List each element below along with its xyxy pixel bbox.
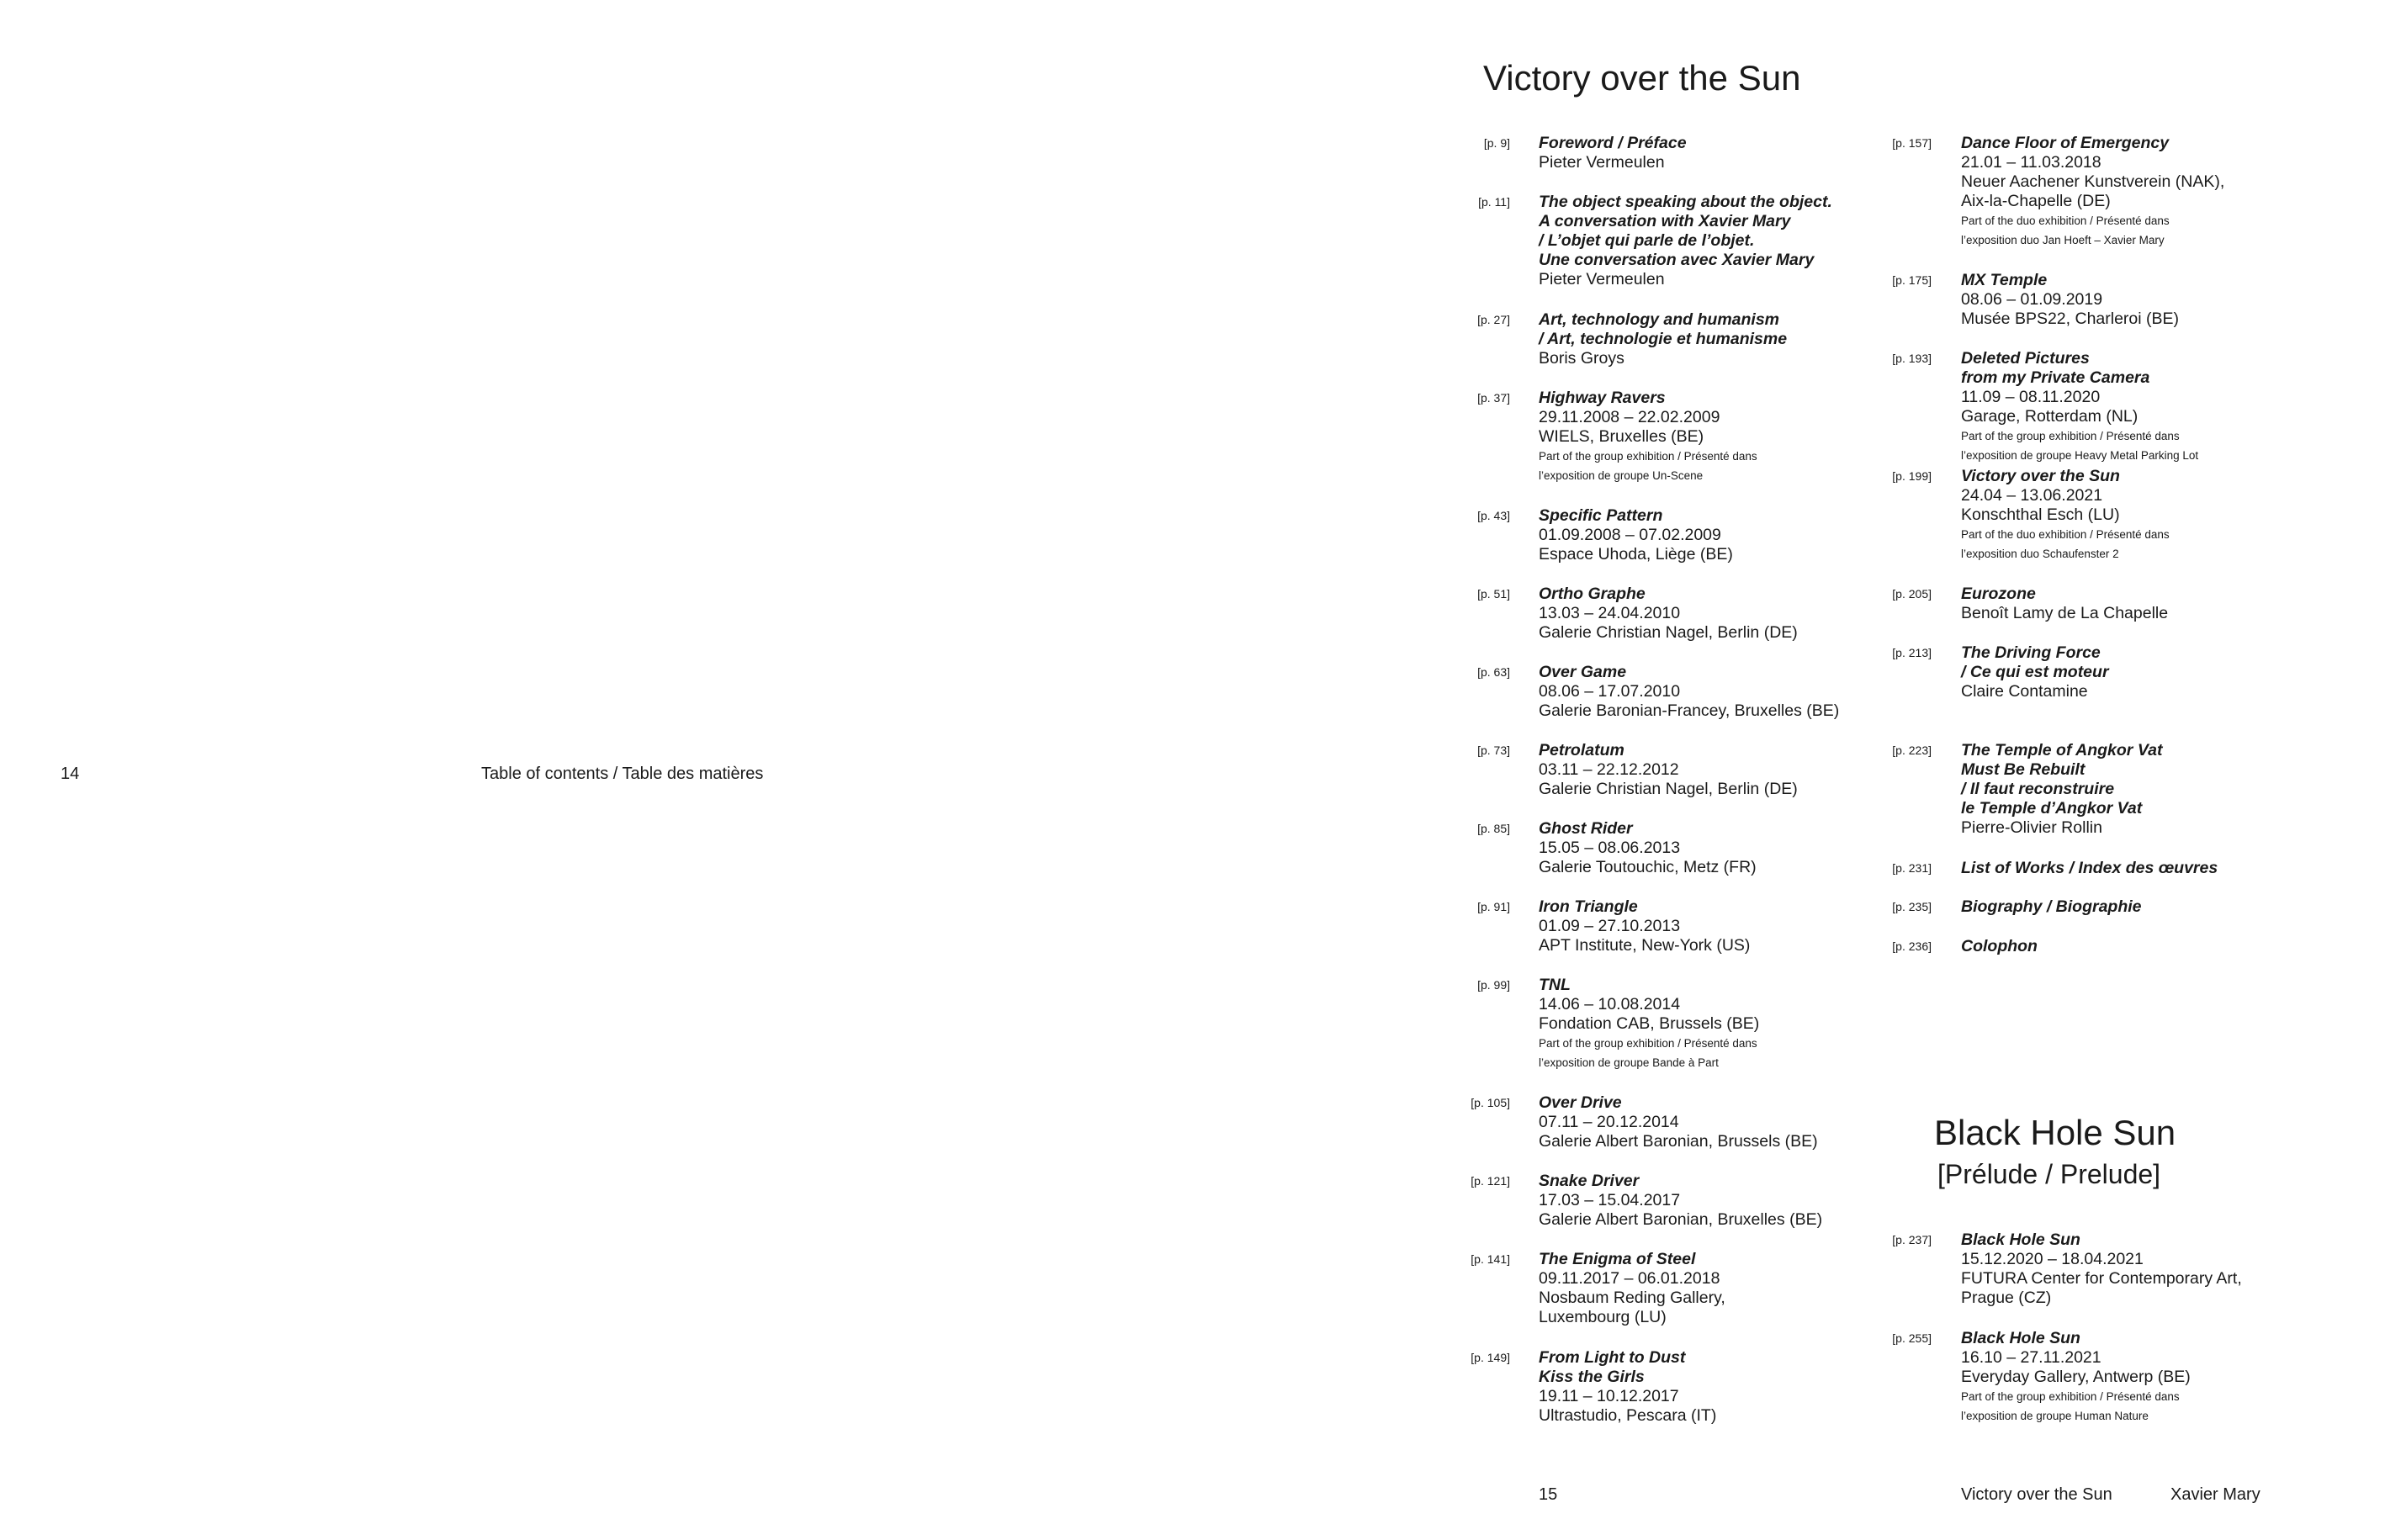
toc-page-ref: [p. 175] (1892, 273, 1932, 287)
toc-entry-title: Highway Ravers (1539, 389, 1666, 407)
toc-entry-title: From Light to Dust (1539, 1348, 1686, 1367)
toc-entry-title: Deleted Pictures (1961, 349, 2090, 368)
toc-entry-detail: 09.11.2017 – 06.01.2018 (1539, 1269, 1720, 1288)
toc-entry-note: Part of the group exhibition / Présenté dans (1961, 1390, 2180, 1403)
toc-entry-note: Part of the group exhibition / Présenté dans (1539, 1037, 1757, 1050)
toc-entry-detail: Claire Contamine (1961, 682, 2088, 701)
toc-entry-detail: 13.03 – 24.04.2010 (1539, 604, 1681, 622)
toc-entry-detail: 08.06 – 17.07.2010 (1539, 682, 1681, 701)
toc-entry-title: Eurozone (1961, 585, 2036, 603)
toc-entry-title: Victory over the Sun (1961, 467, 2120, 485)
section2-subheading: [Prélude / Prelude] (1937, 1159, 2161, 1189)
toc-entry-detail: 15.05 – 08.06.2013 (1539, 839, 1681, 857)
toc-entry-detail: 08.06 – 01.09.2019 (1961, 290, 2103, 309)
toc-entry-detail: Galerie Baronian-Francey, Bruxelles (BE) (1539, 701, 1840, 720)
toc-entry-detail: 07.11 – 20.12.2014 (1539, 1113, 1679, 1131)
toc-entry-note: l’exposition de groupe Bande à Part (1539, 1056, 1719, 1069)
toc-page-ref: [p. 37] (1477, 391, 1510, 405)
toc-entry-detail: Pierre-Olivier Rollin (1961, 818, 2102, 837)
toc-page-ref: [p. 193] (1892, 352, 1932, 365)
toc-entry-title: Specific Pattern (1539, 506, 1663, 525)
toc-heading: Victory over the Sun (1483, 58, 1801, 98)
toc-entry-note: l’exposition duo Schaufenster 2 (1961, 548, 2119, 560)
toc-entry-detail: Musée BPS22, Charleroi (BE) (1961, 310, 2180, 328)
toc-entry-title: / L’objet qui parle de l’objet. (1539, 231, 1755, 250)
right-page-number: 15 (1539, 1485, 1558, 1504)
toc-entry-detail: Aix-la-Chapelle (DE) (1961, 192, 2111, 210)
toc-entry-title: Over Game (1539, 663, 1627, 681)
toc-page-ref: [p. 231] (1892, 861, 1932, 875)
toc-entry-detail: Espace Uhoda, Liège (BE) (1539, 545, 1733, 564)
toc-entry-title: Une conversation avec Xavier Mary (1539, 251, 1815, 269)
toc-entry-detail: Galerie Albert Baronian, Bruxelles (BE) (1539, 1210, 1823, 1229)
toc-page-ref: [p. 91] (1477, 900, 1510, 913)
toc-entry-detail: WIELS, Bruxelles (BE) (1539, 427, 1704, 446)
toc-entry-title: The object speaking about the object. (1539, 193, 1832, 211)
toc-entry-title: / Art, technologie et humanisme (1539, 330, 1788, 348)
toc-entry-title: Black Hole Sun (1961, 1329, 2080, 1347)
toc-entry-title: The Driving Force (1961, 643, 2101, 662)
toc-page-ref: [p. 99] (1477, 978, 1510, 992)
toc-entry-detail: 16.10 – 27.11.2021 (1961, 1348, 2101, 1367)
toc-entry-detail: 11.09 – 08.11.2020 (1961, 388, 2101, 406)
toc-entry-detail: Nosbaum Reding Gallery, (1539, 1289, 1725, 1307)
toc-entry-detail: Galerie Albert Baronian, Brussels (BE) (1539, 1132, 1818, 1151)
toc-page-ref: [p. 9] (1483, 136, 1510, 150)
toc-entry-note: l’exposition de groupe Un-Scene (1539, 469, 1704, 482)
toc-entry-title: Black Hole Sun (1961, 1230, 2080, 1249)
toc-entry-detail: Neuer Aachener Kunstverein (NAK), (1961, 172, 2225, 191)
toc-entry-detail: 03.11 – 22.12.2012 (1539, 760, 1679, 779)
toc-entry-title: The Enigma of Steel (1539, 1250, 1696, 1268)
toc-entry-title: TNL (1539, 976, 1571, 994)
left-running-title: Table of contents / Table des matières (481, 765, 764, 783)
toc-page-ref: [p. 43] (1477, 509, 1510, 522)
toc-entry-title: Ortho Graphe (1539, 585, 1646, 603)
section2-heading: Black Hole Sun (1934, 1113, 2176, 1152)
toc-page-ref: [p. 255] (1892, 1331, 1932, 1345)
toc-page-ref: [p. 85] (1477, 822, 1510, 835)
toc-entry-title: MX Temple (1961, 271, 2048, 289)
toc-entry-detail: Garage, Rotterdam (NL) (1961, 407, 2139, 426)
toc-page-ref: [p. 157] (1892, 136, 1932, 150)
toc-entry-detail: Prague (CZ) (1961, 1289, 2052, 1307)
toc-entry-detail: 15.12.2020 – 18.04.2021 (1961, 1250, 2144, 1268)
toc-entry-title: Art, technology and humanism (1539, 310, 1780, 329)
toc-entry-detail: 01.09.2008 – 07.02.2009 (1539, 526, 1721, 544)
toc-page-ref: [p. 73] (1477, 744, 1510, 757)
toc-entry-detail: 14.06 – 10.08.2014 (1539, 995, 1681, 1013)
toc-entry-title: from my Private Camera (1961, 368, 2150, 387)
toc-page-ref: [p. 205] (1892, 587, 1932, 601)
toc-entry-title: / Il faut reconstruire (1961, 780, 2115, 798)
toc-entry-title: Snake Driver (1539, 1172, 1640, 1190)
toc-entry-title: / Ce qui est moteur (1961, 663, 2109, 681)
toc-entry-detail: Fondation CAB, Brussels (BE) (1539, 1014, 1760, 1033)
toc-page-ref: [p. 199] (1892, 469, 1932, 483)
toc-entry-title: Kiss the Girls (1539, 1368, 1645, 1386)
toc-page-ref: [p. 237] (1892, 1233, 1932, 1246)
toc-page-ref: [p. 141] (1471, 1252, 1510, 1266)
toc-entry-title: le Temple d’Angkor Vat (1961, 799, 2143, 818)
toc-entry-detail: Benoît Lamy de La Chapelle (1961, 604, 2169, 622)
toc-entry-note: l’exposition de groupe Heavy Metal Parking Lot (1961, 449, 2199, 462)
toc-page-ref: [p. 149] (1471, 1351, 1510, 1364)
toc-entry-detail: Boris Groys (1539, 349, 1624, 368)
toc-page-ref: [p. 121] (1471, 1174, 1510, 1188)
toc-page-ref: [p. 11] (1478, 195, 1510, 209)
toc-entry-note: Part of the duo exhibition / Présenté dans (1961, 528, 2170, 541)
footer-book-title: Victory over the Sun (1961, 1485, 2112, 1504)
toc-entry-detail: Pieter Vermeulen (1539, 153, 1665, 172)
toc-entry-title: Iron Triangle (1539, 897, 1638, 916)
toc-page-ref: [p. 27] (1477, 313, 1510, 326)
toc-entry-note: Part of the group exhibition / Présenté dans (1961, 430, 2180, 442)
toc-entry-title: Biography / Biographie (1961, 897, 2142, 916)
toc-entry-title: List of Works / Index des œuvres (1961, 859, 2218, 877)
toc-page-ref: [p. 105] (1471, 1096, 1510, 1109)
toc-entry-detail: 24.04 – 13.06.2021 (1961, 486, 2103, 505)
toc-entry-title: The Temple of Angkor Vat (1961, 741, 2163, 759)
footer-author: Xavier Mary (2170, 1485, 2260, 1504)
toc-entry-detail: Galerie Christian Nagel, Berlin (DE) (1539, 780, 1798, 798)
toc-entry-title: Petrolatum (1539, 741, 1624, 759)
toc-entry-detail: Everyday Gallery, Antwerp (BE) (1961, 1368, 2191, 1386)
toc-entry-detail: FUTURA Center for Contemporary Art, (1961, 1269, 2242, 1288)
toc-page-ref: [p. 236] (1892, 939, 1932, 953)
toc-entry-note: l’exposition duo Jan Hoeft – Xavier Mary (1961, 234, 2165, 246)
toc-page-ref: [p. 51] (1477, 587, 1510, 601)
toc-page-ref: [p. 235] (1892, 900, 1932, 913)
toc-entry-note: l’exposition de groupe Human Nature (1961, 1410, 2149, 1422)
toc-entry-title: Over Drive (1539, 1093, 1622, 1112)
toc-page-ref: [p. 63] (1477, 665, 1510, 679)
toc-entry-detail: Galerie Toutouchic, Metz (FR) (1539, 858, 1757, 876)
toc-entry-title: Foreword / Préface (1539, 134, 1687, 152)
toc-page-ref: [p. 223] (1892, 744, 1932, 757)
toc-entry-title: Colophon (1961, 937, 2038, 955)
left-page-number: 14 (61, 765, 80, 783)
toc-entry-detail: Pieter Vermeulen (1539, 270, 1665, 288)
toc-entry-detail: Konschthal Esch (LU) (1961, 505, 2120, 524)
toc-entry-title: A conversation with Xavier Mary (1539, 212, 1791, 230)
toc-entry-detail: 21.01 – 11.03.2018 (1961, 153, 2101, 172)
toc-entry-title: Must Be Rebuilt (1961, 760, 2086, 779)
toc-entry-detail: 29.11.2008 – 22.02.2009 (1539, 408, 1720, 426)
toc-entry-detail: 01.09 – 27.10.2013 (1539, 917, 1681, 935)
toc-entry-detail: 17.03 – 15.04.2017 (1539, 1191, 1681, 1209)
toc-entry-detail: 19.11 – 10.12.2017 (1539, 1387, 1679, 1405)
toc-entry-detail: Luxembourg (LU) (1539, 1308, 1667, 1326)
toc-entry-detail: Ultrastudio, Pescara (IT) (1539, 1406, 1717, 1425)
toc-entry-detail: APT Institute, New-York (US) (1539, 936, 1751, 955)
toc-entry-detail: Galerie Christian Nagel, Berlin (DE) (1539, 623, 1798, 642)
toc-entry-title: Ghost Rider (1539, 819, 1633, 838)
toc-page-ref: [p. 213] (1892, 646, 1932, 659)
toc-entry-note: Part of the group exhibition / Présenté dans (1539, 450, 1757, 463)
toc-entry-title: Dance Floor of Emergency (1961, 134, 2170, 152)
toc-entry-note: Part of the duo exhibition / Présenté dans (1961, 214, 2170, 227)
